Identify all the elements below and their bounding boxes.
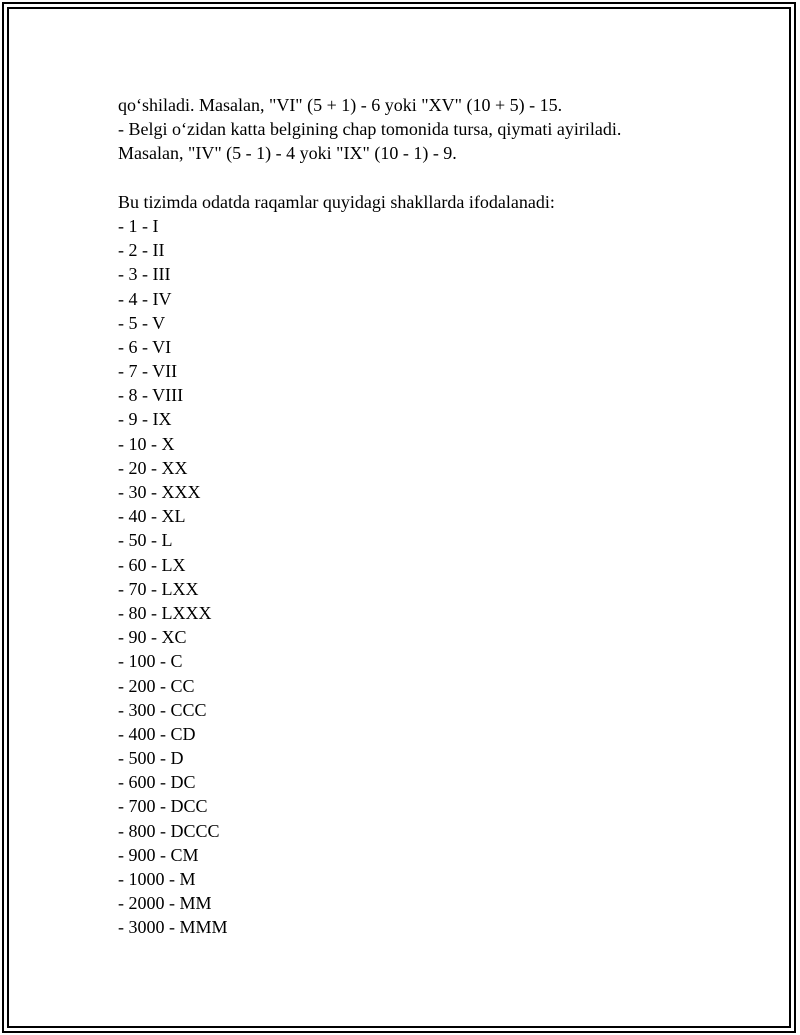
- numeral-item: - 10 - X: [118, 433, 175, 454]
- numeral-item: - 100 - C: [118, 651, 183, 672]
- numeral-item: - 400 - CD: [118, 723, 196, 744]
- list-heading: Bu tizimda odatda raqamlar quyidagi shakllarda ifodalanadi:: [118, 191, 555, 212]
- numeral-item: - 80 - LXXX: [118, 602, 212, 623]
- numeral-item: - 5 - V: [118, 312, 166, 333]
- numeral-item: - 2000 - MM: [118, 893, 212, 914]
- numeral-item: - 60 - LX: [118, 554, 186, 575]
- numeral-item: - 1000 - M: [118, 869, 196, 889]
- numeral-item: - 4 - IV: [118, 288, 172, 309]
- numeral-item: - 9 - IX: [118, 409, 172, 430]
- intro-line: Masalan, "IV" (5 - 1) - 4 yoki "IX" (10 - 1) - 9.: [118, 143, 457, 164]
- numeral-item: - 800 - DCCC: [118, 820, 220, 841]
- numeral-item: - 30 - XXX: [118, 482, 201, 502]
- numeral-item: - 20 - XX: [118, 457, 188, 478]
- numeral-item: - 2 - II: [118, 240, 165, 261]
- intro-line: - Belgi o‘zidan katta belgining chap tomonida tursa, qiymati ayiriladi.: [118, 119, 622, 140]
- numeral-item: - 3 - III: [118, 264, 171, 285]
- numeral-item: - 40 - XL: [118, 506, 186, 527]
- numeral-item: - 600 - DC: [118, 772, 196, 793]
- numeral-item: - 90 - XC: [118, 627, 187, 648]
- numeral-item: - 1 - I: [118, 215, 159, 236]
- numeral-item: - 50 - L: [118, 530, 173, 551]
- paragraph-gap: [118, 166, 738, 190]
- numeral-item: - 8 - VIII: [118, 385, 184, 406]
- numeral-item: - 200 - CC: [118, 675, 195, 696]
- numeral-item: - 6 - VI: [118, 336, 172, 357]
- numeral-item: - 300 - CCC: [118, 699, 207, 720]
- document-body: [118, 93, 738, 940]
- intro-line: qo‘shiladi. Masalan, "VI" (5 + 1) - 6 yoki "XV" (10 + 5) - 15.: [118, 95, 563, 115]
- numeral-item: - 700 - DCC: [118, 796, 208, 817]
- numeral-item: - 500 - D: [118, 748, 184, 769]
- numeral-item: - 70 - LXX: [118, 578, 199, 599]
- numeral-item: - 900 - CM: [118, 844, 199, 865]
- numeral-item: - 3000 - MMM: [118, 917, 228, 938]
- numeral-item: - 7 - VII: [118, 361, 178, 382]
